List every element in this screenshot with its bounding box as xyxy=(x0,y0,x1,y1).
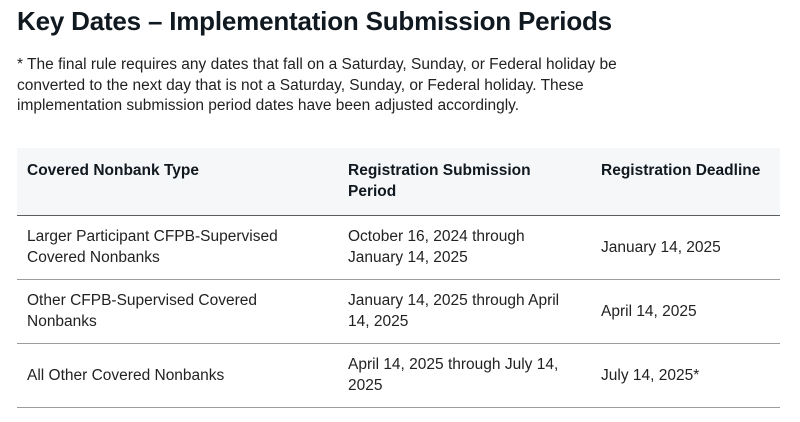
key-dates-table xyxy=(17,148,780,408)
cell-deadline: July 14, 2025* xyxy=(601,366,700,384)
table-row xyxy=(17,279,780,343)
table-header xyxy=(17,148,780,215)
page-title: Key Dates – Implementation Submission Periods xyxy=(17,6,612,36)
table-row xyxy=(17,215,780,279)
column-header-deadline: Registration Deadline xyxy=(601,162,761,179)
cell-nonbank-type: Other CFPB-Supervised Covered Nonbanks xyxy=(27,292,258,330)
header-row xyxy=(17,148,780,215)
cell-submission-period: January 14, 2025 through April 14, 2025 xyxy=(348,292,560,330)
footnote-text: * The final rule requires any dates that fall on a Saturday, Sunday, or Federal holiday be converted to the next day that is not a Saturday, Sunday, or Federal holiday. These implementation submission period dates have been adjusted accordingly. xyxy=(17,56,617,114)
column-header-submission-period: Registration Submission Period xyxy=(348,162,531,200)
cell-deadline: January 14, 2025 xyxy=(601,238,721,256)
cell-deadline: April 14, 2025 xyxy=(601,302,697,320)
column-header-nonbank-type: Covered Nonbank Type xyxy=(27,162,199,179)
cell-submission-period: October 16, 2024 through January 14, 2025 xyxy=(348,228,525,266)
cell-nonbank-type: All Other Covered Nonbanks xyxy=(27,366,225,384)
cell-submission-period: April 14, 2025 through July 14, 2025 xyxy=(348,356,559,394)
cell-nonbank-type: Larger Participant CFPB-Supervised Covered Nonbanks xyxy=(27,228,278,266)
table-row xyxy=(17,343,780,407)
table-body xyxy=(17,215,780,407)
